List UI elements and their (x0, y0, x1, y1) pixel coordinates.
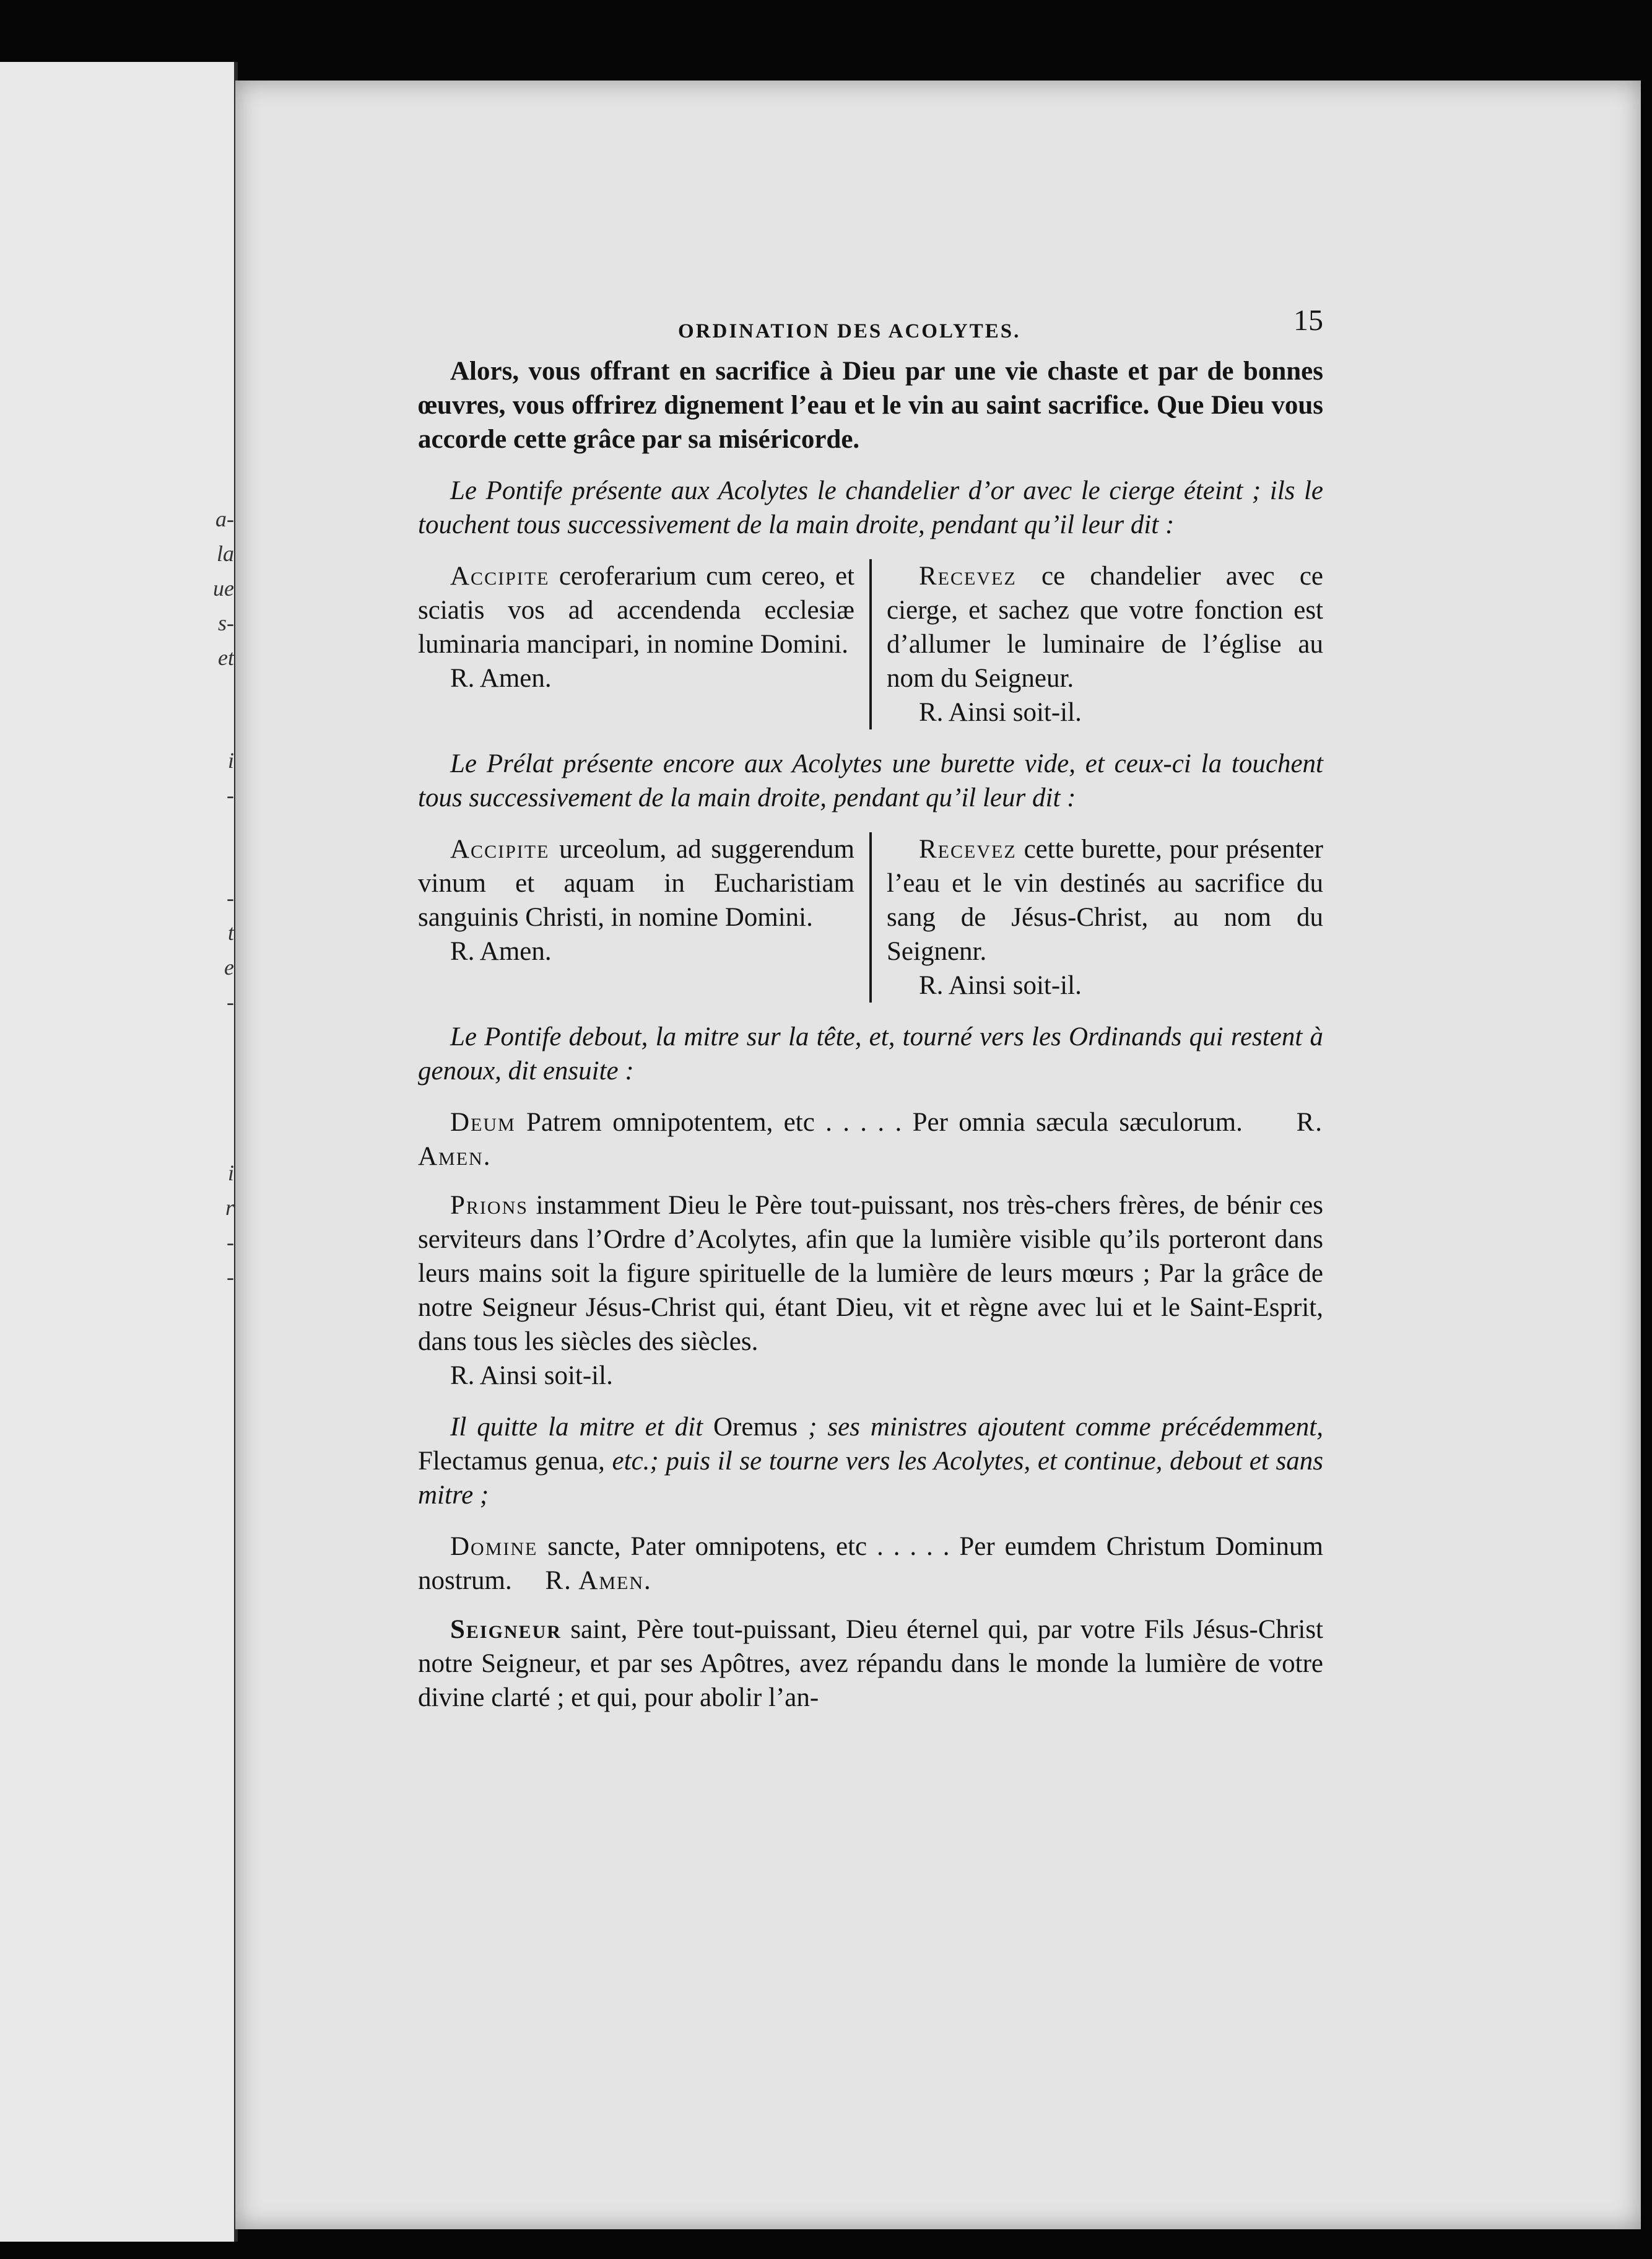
page-header (418, 303, 1323, 347)
seigneur-prayer (418, 1613, 1323, 1715)
french-formula (887, 559, 1323, 695)
prayer-text: instamment Dieu le Père tout-puissant, nos très-chers frères, de bénir ces serviteurs dans l’Ordre d’Acolytes, afin que la lumière visible qu’ils porteront dans leurs mains soit la figure spirituelle de la lumière de leurs mœurs ; Par la grâce de notre Seigneur Jésus-Christ qui, étant Dieu, vit et règne avec lui et le Saint-Esprit, dans tous les siècles des siècles. (418, 1191, 1323, 1356)
formula-text: urceolum, ad suggerendum vinum et aquam in Eucharistiam sanguinis Christi, in nomine Domini. (418, 835, 854, 932)
prayer-text: Patrem omnipotentem, etc . . . . . Per omnia sæcula sæculorum. (515, 1108, 1243, 1137)
parallel-text (418, 559, 1323, 729)
facing-page (0, 62, 238, 2242)
response: R. Ainsi soit-il. (919, 698, 1082, 727)
incipit: Domine (450, 1532, 538, 1561)
fragment: i (227, 1160, 234, 1185)
formula-text: ceroferarium cum cereo, et sciatis vos ad accendenda ecclesiæ luminaria mancipari, in nomine Domini. (418, 562, 854, 659)
latin-column (418, 832, 872, 1003)
domine-prayer (418, 1530, 1323, 1598)
fragment: - (227, 990, 234, 1014)
page-number: 15 (1293, 304, 1323, 337)
latin-column (418, 559, 872, 729)
french-column (872, 832, 1323, 1003)
incipit: Accipite (450, 835, 550, 864)
deum-prayer (418, 1105, 1323, 1173)
fragment: e (224, 955, 234, 980)
response: R. Ainsi soit-il. (450, 1361, 613, 1390)
fragment: - (227, 1230, 234, 1255)
rubric: Le Prélat présente encore aux Acolytes une burette vide, et ceux-ci la touchent tous successivement de la main droite, pendant qu’il leur dit : (418, 749, 1323, 812)
prayer-text: saint, Père tout-puissant, Dieu éternel qui, par votre Fils Jésus-Christ notre Seigneur, et par ses Apôtres, avez répandu dans le monde la lumière de votre divine clarté ; et qui, pour abolir l’an- (418, 1615, 1323, 1712)
response: R. Ainsi soit-il. (919, 971, 1082, 1000)
fragment: ue (213, 576, 234, 601)
fragment: i (227, 748, 234, 773)
incipit: Recevez (919, 562, 1017, 591)
incipit: Recevez (919, 835, 1017, 864)
fragment: r (225, 1195, 234, 1220)
running-title: ORDINATION DES ACOLYTES. (678, 320, 1021, 342)
formula-text: cette burette, pour présenter l’eau et le vin destinés au sacrifice du sang de Jésus-Christ, au nom du Seignenr. (887, 835, 1323, 966)
fragment: - (227, 1264, 234, 1289)
fragment: s- (218, 611, 234, 635)
fragment: - (227, 886, 234, 910)
opening-paragraph: Alors, vous offrant en sacrifice à Dieu par une vie chaste et par de bonnes œuvres, vous offrirez dignement l’eau et le vin au saint sacrifice. Que Dieu vous accorde cette grâce par sa miséricorde. (418, 357, 1323, 454)
prayer-text: sancte, Pater omnipotens, etc . . . . . Per eumdem Christum Dominum nostrum. (418, 1532, 1323, 1595)
incipit: Accipite (450, 562, 550, 591)
parallel-text (418, 832, 1323, 1003)
page-content (418, 303, 1323, 1715)
response: R. Amen. (545, 1566, 652, 1595)
prions-prayer (418, 1188, 1323, 1393)
rubric: Le Pontife présente aux Acolytes le chandelier d’or avec le cierge éteint ; ils le touchent tous successivement de la main droite, pendant qu’il leur dit : (418, 476, 1323, 539)
latin-formula (418, 559, 854, 661)
incipit: Deum (450, 1108, 516, 1137)
facing-page-fragments (197, 502, 234, 1294)
response: R. Amen. (418, 1108, 1323, 1171)
french-column (872, 559, 1323, 729)
rubric: Il quitte la mitre et dit Oremus ; ses ministres ajoutent comme précédemment, Flectamus genua, etc.; puis il se tourne vers les Acolytes, et continue, debout et sans mitre ; (418, 1412, 1323, 1510)
book-page (235, 81, 1641, 2229)
incipit: Prions (450, 1191, 528, 1220)
fragment: t (227, 920, 234, 945)
response: R. Amen. (450, 664, 552, 693)
latin-formula (418, 832, 854, 934)
fragment: a- (215, 507, 234, 531)
response: R. Amen. (450, 937, 552, 966)
fragment: et (218, 645, 234, 670)
incipit: Seigneur (450, 1615, 562, 1644)
fragment: - (227, 783, 234, 807)
french-formula (887, 832, 1323, 968)
rubric: Le Pontife debout, la mitre sur la tête, et, tourné vers les Ordinands qui restent à genoux, dit ensuite : (418, 1022, 1323, 1086)
formula-text: ce chandelier avec ce cierge, et sachez que votre fonction est d’allumer le luminaire de l’église au nom du Seigneur. (887, 562, 1323, 693)
fragment: la (216, 541, 234, 566)
